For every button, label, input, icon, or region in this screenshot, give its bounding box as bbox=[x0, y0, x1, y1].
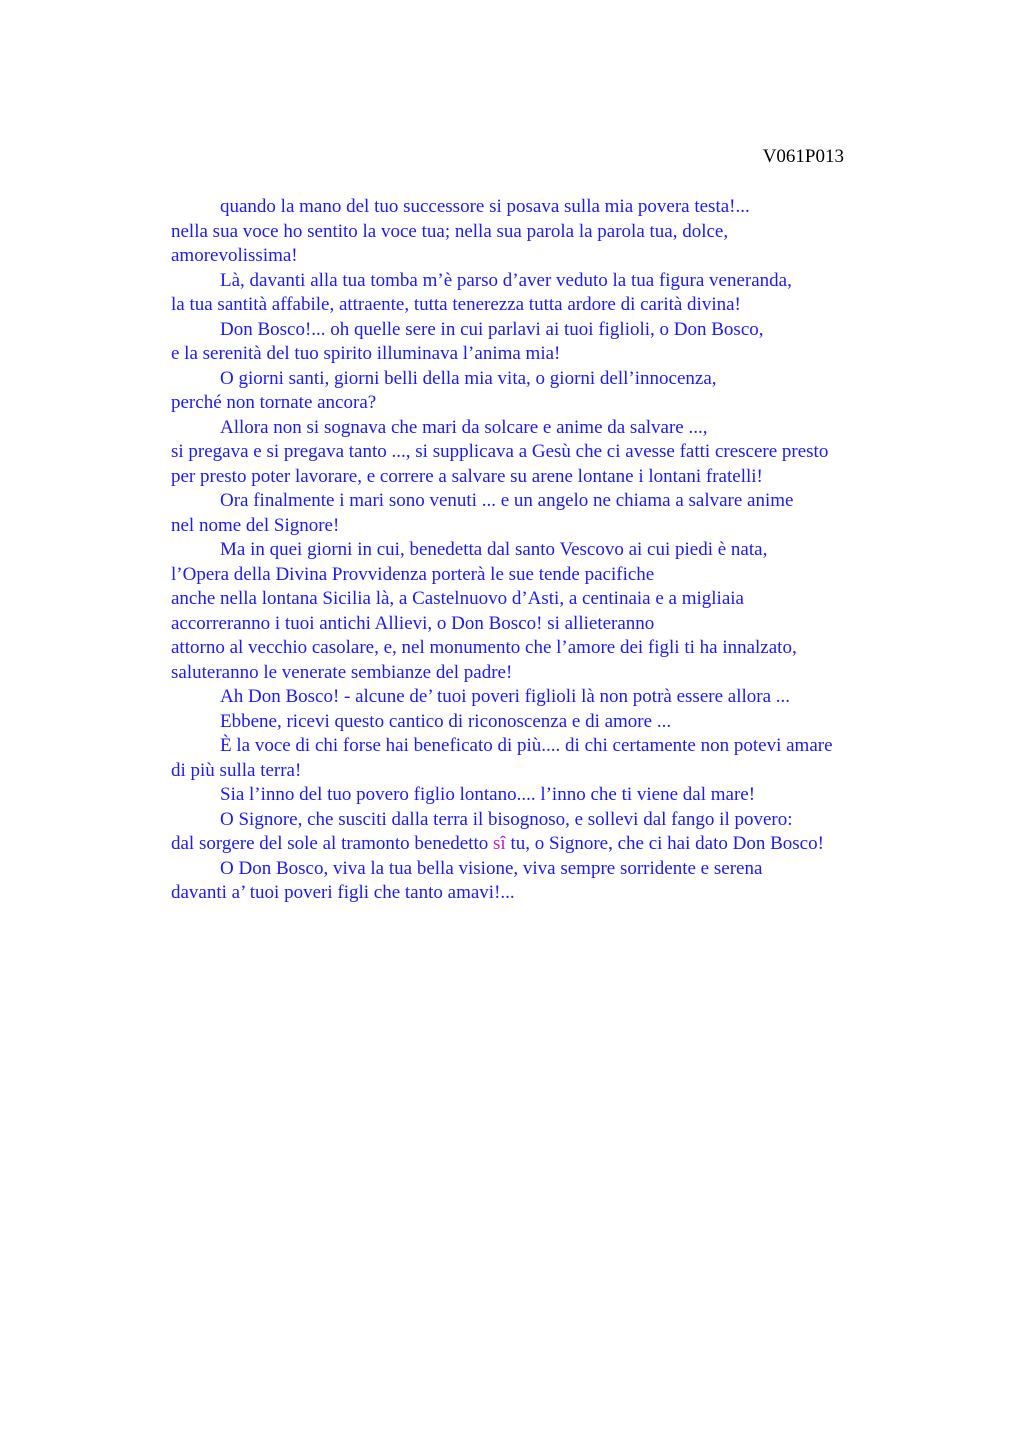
text-line: quando la mano del tuo successore si posava sulla mia povera testa!... bbox=[220, 196, 750, 217]
text-line: saluteranno le venerate sembianze del padre! bbox=[171, 661, 513, 683]
text-line: per presto poter lavorare, e correre a salvare su arene lontane i lontani fratelli! bbox=[171, 465, 763, 487]
text-line: e la serenità del tuo spirito illuminava l’anima mia! bbox=[171, 343, 561, 364]
text-line: l’Opera della Divina Provvidenza porterà le sue tende pacifiche bbox=[171, 563, 655, 585]
highlighted-word: sî bbox=[493, 833, 506, 854]
text-line: Ma in quei giorni in cui, benedetta dal santo Vescovo ai cui piedi è nata, bbox=[220, 539, 768, 560]
text-line: O Signore, che susciti dalla terra il bisognoso, e sollevi dal fango il povero: bbox=[220, 808, 793, 830]
text-line: Ah Don Bosco! - alcune de’ tuoi poveri figlioli là non potrà essere allora ... bbox=[220, 686, 791, 707]
text-line: anche nella lontana Sicilia là, a Castelnuovo d’Asti, a centinaia e a migliaia bbox=[171, 588, 744, 609]
text-line: accorreranno i tuoi antichi Allievi, o Don Bosco! si allieteranno bbox=[171, 612, 655, 634]
page-identifier: V061P013 bbox=[762, 146, 844, 167]
text-line: perché non tornate ancora? bbox=[171, 392, 377, 413]
text-segment: tu, o Signore, che ci hai dato Don Bosco! bbox=[505, 833, 824, 854]
text-line: Allora non si sognava che mari da solcare e anime da salvare ..., bbox=[220, 416, 708, 438]
text-line: nel nome del Signore! bbox=[171, 514, 340, 536]
text-line: Ebbene, ricevi questo cantico di riconoscenza e di amore ... bbox=[220, 710, 672, 732]
text-segment: dal sorgere del sole al tramonto benedetto bbox=[171, 833, 494, 854]
text-line: Ora finalmente i mari sono venuti ... e un angelo ne chiama a salvare anime bbox=[220, 490, 794, 511]
text-line: la tua santità affabile, attraente, tutta tenerezza tutta ardore di carità divina! bbox=[171, 294, 741, 315]
text-line: attorno al vecchio casolare, e, nel monumento che l’amore dei figli ti ha innalzato, bbox=[171, 637, 797, 658]
text-line: si pregava e si pregava tanto ..., si supplicava a Gesù che ci avesse fatti crescere presto bbox=[171, 441, 829, 462]
text-line: Là, davanti alla tua tomba m’è parso d’aver veduto la tua figura veneranda, bbox=[220, 269, 792, 291]
text-line: di più sulla terra! bbox=[171, 759, 302, 781]
text-line: O giorni santi, giorni belli della mia vita, o giorni dell’innocenza, bbox=[220, 367, 717, 389]
text-line: Sia l’inno del tuo povero figlio lontano.... l’inno che ti viene dal mare! bbox=[220, 784, 756, 805]
text-line: nella sua voce ho sentito la voce tua; nella sua parola la parola tua, dolce, bbox=[171, 220, 729, 242]
text-line: amorevolissima! bbox=[171, 245, 298, 266]
text-line: È la voce di chi forse hai beneficato di più.... di chi certamente non potevi amare bbox=[220, 735, 833, 756]
text-line: Don Bosco!... oh quelle sere in cui parlavi ai tuoi figlioli, o Don Bosco, bbox=[220, 318, 764, 340]
text-line: davanti a’ tuoi poveri figli che tanto amavi!... bbox=[171, 882, 515, 903]
text-line: O Don Bosco, viva la tua bella visione, viva sempre sorridente e serena bbox=[220, 857, 763, 879]
text-line bbox=[171, 832, 931, 857]
document-body bbox=[171, 195, 931, 906]
